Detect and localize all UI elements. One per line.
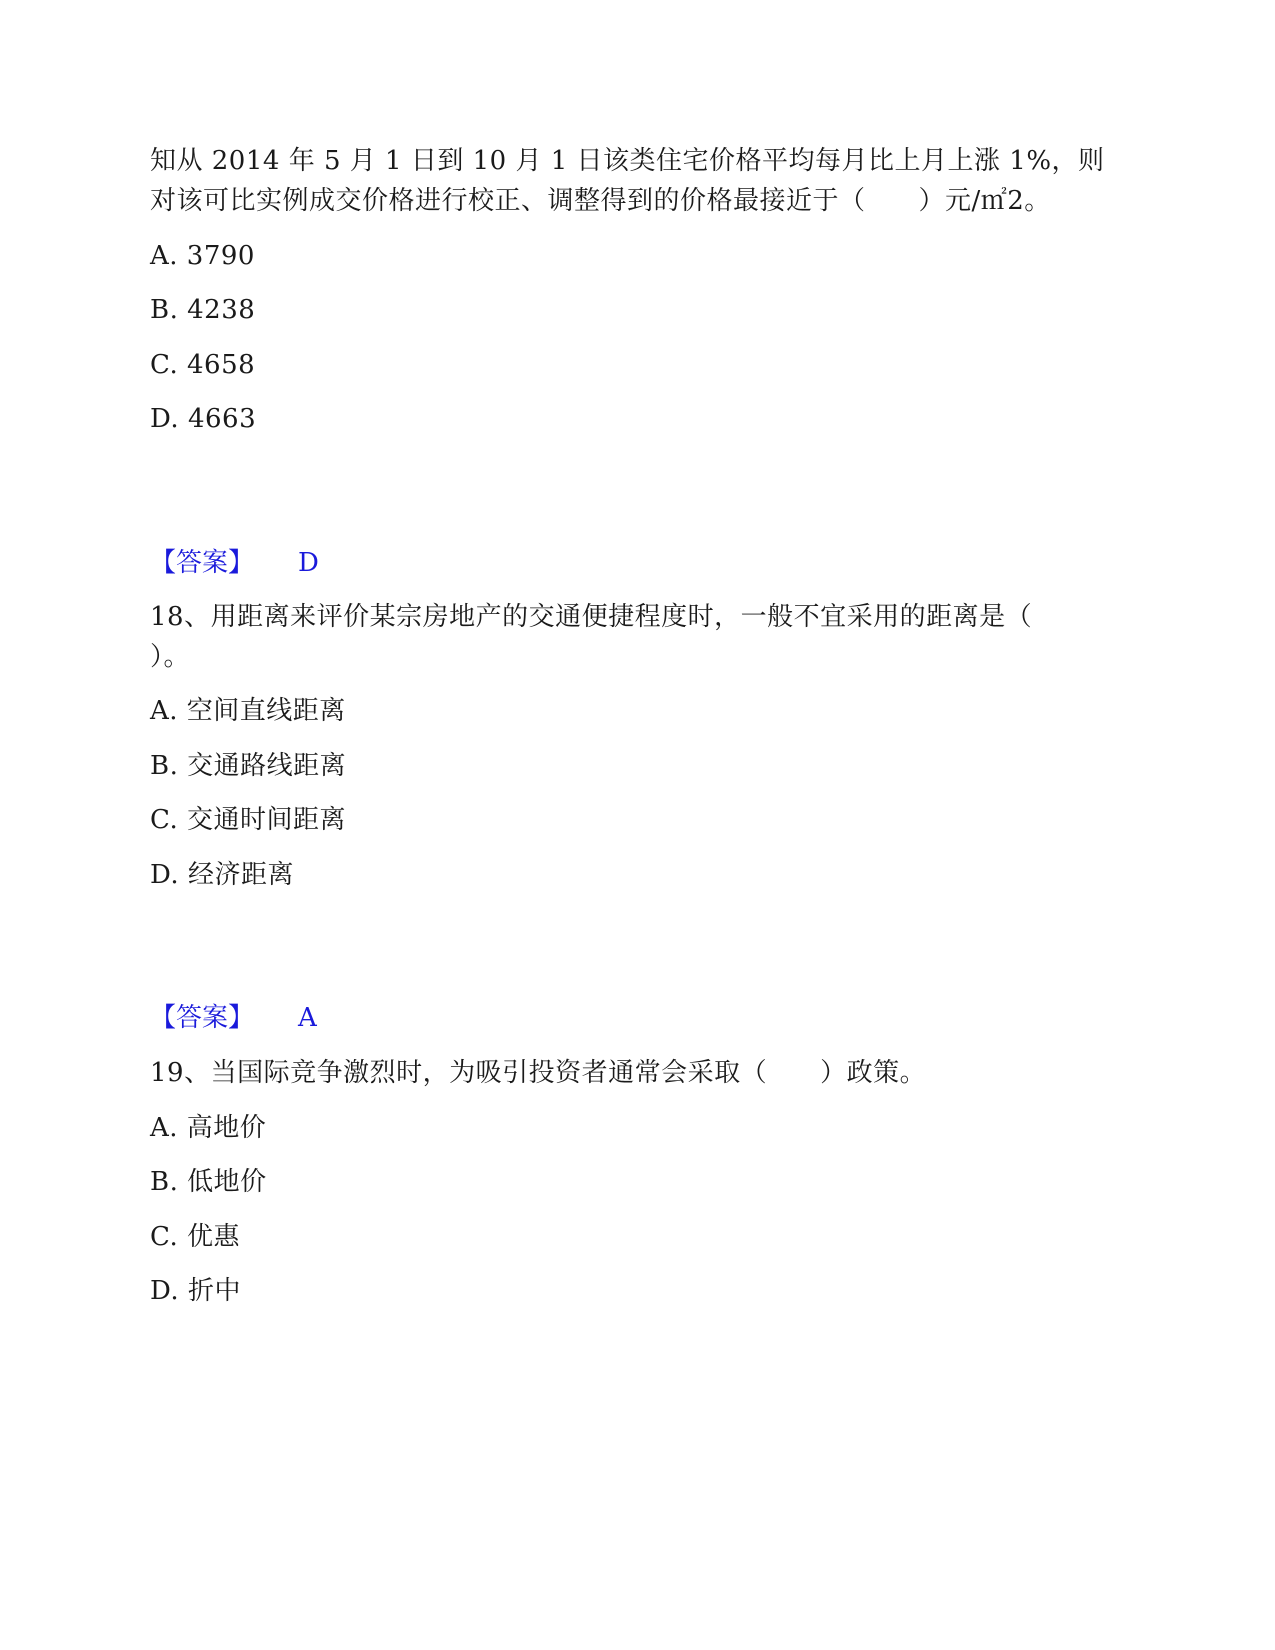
q17-answer-label: 【答案】: [150, 548, 255, 578]
q18-answer-label: 【答案】: [150, 1003, 255, 1033]
q19-option-c: C. 优惠: [150, 1222, 240, 1252]
q18-option-d: D. 经济距离: [150, 860, 294, 890]
q17-stem-line-2: 对该可比实例成交价格进行校正、调整得到的价格最接近于（ ）元/㎡2。: [150, 186, 1051, 216]
q18-option-c: C. 交通时间距离: [150, 805, 346, 835]
q18-answer: [150, 998, 317, 1038]
q17-answer: [150, 543, 319, 583]
q18-option-b: B. 交通路线距离: [150, 751, 347, 781]
q19-stem-line-1: 19、当国际竞争激烈时，为吸引投资者通常会采取（ ）政策。: [150, 1058, 927, 1088]
q17-option-c: C. 4658: [150, 350, 256, 380]
q18-stem-line-2: ）。: [150, 642, 191, 672]
q19-option-d: D. 折中: [150, 1276, 241, 1306]
q17-stem-line-1: 知从 2014 年 5 月 1 日到 10 月 1 日该类住宅价格平均每月比上月上涨 1%，则: [150, 146, 1105, 176]
q17-answer-value: D: [298, 548, 319, 578]
q18-option-a: A. 空间直线距离: [150, 696, 346, 726]
q18-answer-value: A: [298, 1003, 317, 1033]
q17-option-b: B. 4238: [150, 295, 256, 325]
q18-stem-line-1: 18、用距离来评价某宗房地产的交通便捷程度时，一般不宜采用的距离是（: [150, 602, 1033, 632]
q17-option-a: A. 3790: [150, 241, 255, 271]
q17-option-d: D. 4663: [150, 404, 257, 434]
q19-option-b: B. 低地价: [150, 1167, 267, 1197]
q19-option-a: A. 高地价: [150, 1113, 267, 1143]
